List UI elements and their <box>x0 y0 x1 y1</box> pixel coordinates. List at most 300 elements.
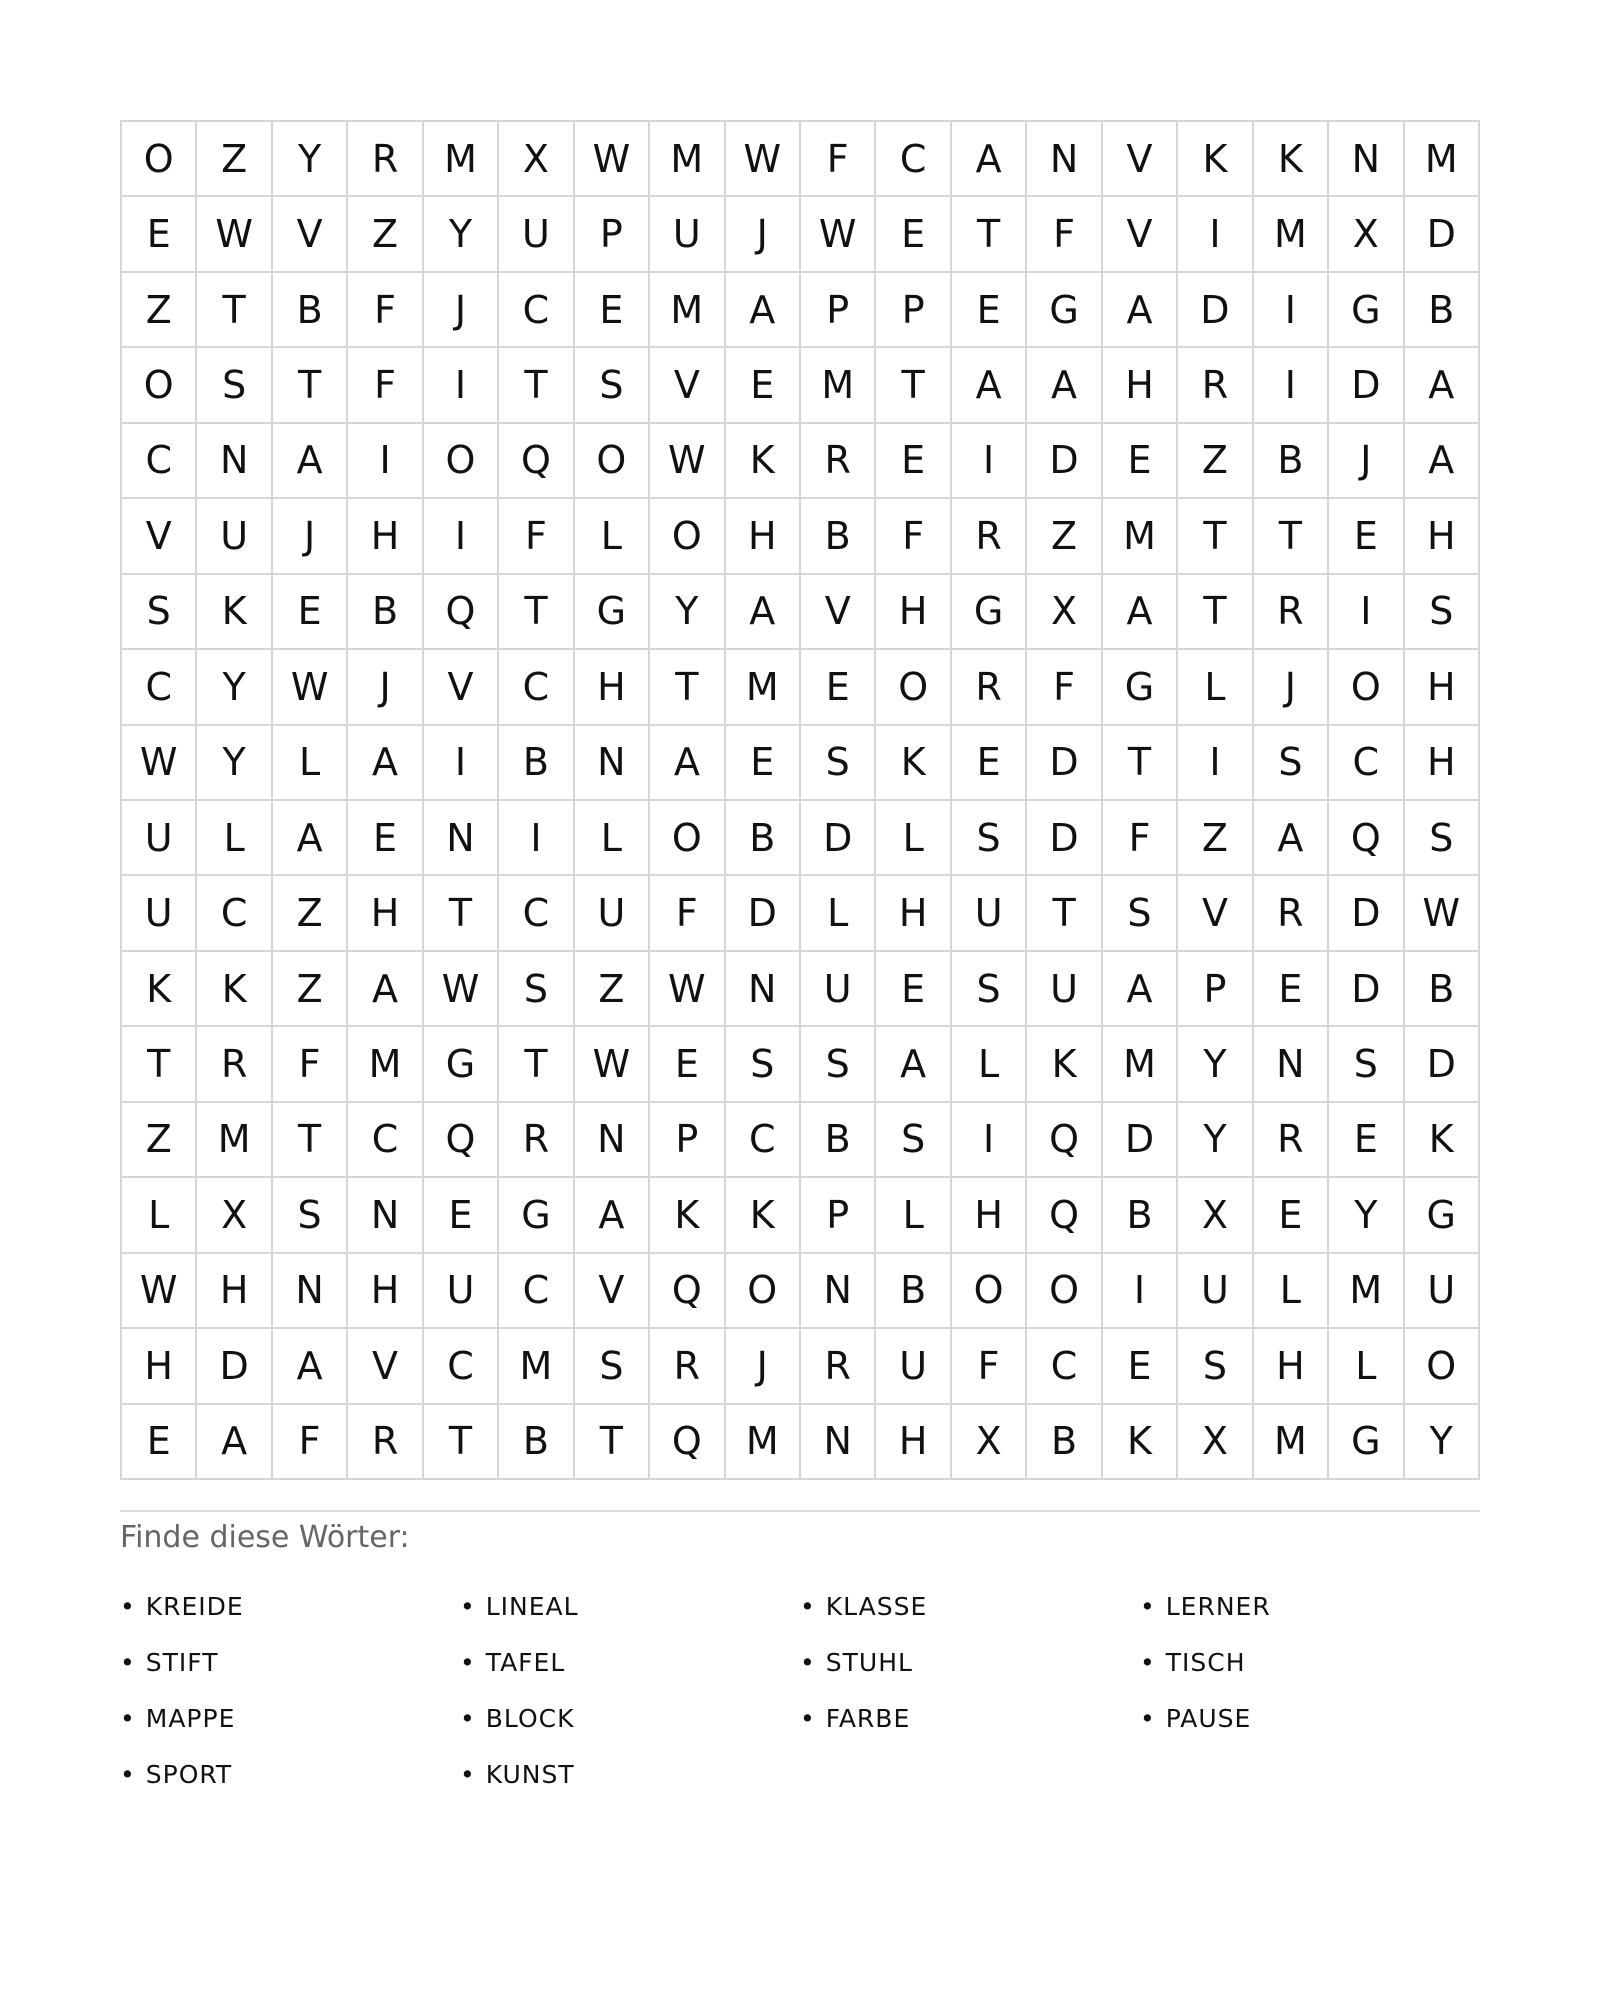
grid-cell[interactable]: V <box>575 1254 650 1329</box>
grid-cell[interactable]: I <box>1103 1254 1178 1329</box>
grid-cell[interactable]: T <box>575 1405 650 1480</box>
grid-cell[interactable]: N <box>197 424 272 499</box>
grid-cell[interactable]: M <box>650 122 725 197</box>
grid-cell[interactable]: E <box>424 1178 499 1253</box>
grid-cell[interactable]: M <box>348 1027 423 1102</box>
grid-cell[interactable]: W <box>801 197 876 272</box>
grid-cell[interactable]: K <box>876 726 951 801</box>
grid-cell[interactable]: P <box>1178 952 1253 1027</box>
grid-cell[interactable]: Y <box>1329 1178 1404 1253</box>
grid-cell[interactable]: M <box>197 1103 272 1178</box>
grid-cell[interactable]: E <box>726 726 801 801</box>
grid-cell[interactable]: M <box>1329 1254 1404 1329</box>
grid-cell[interactable]: T <box>499 575 574 650</box>
grid-cell[interactable]: O <box>122 122 197 197</box>
grid-cell[interactable]: D <box>197 1329 272 1404</box>
grid-cell[interactable]: X <box>1329 197 1404 272</box>
grid-cell[interactable]: A <box>348 726 423 801</box>
grid-cell[interactable]: I <box>1329 575 1404 650</box>
grid-cell[interactable]: O <box>952 1254 1027 1329</box>
grid-cell[interactable]: T <box>424 1405 499 1480</box>
grid-cell[interactable]: L <box>575 499 650 574</box>
grid-cell[interactable]: H <box>1405 726 1480 801</box>
grid-cell[interactable]: C <box>499 1254 574 1329</box>
grid-cell[interactable]: L <box>876 801 951 876</box>
grid-cell[interactable]: I <box>1178 726 1253 801</box>
grid-cell[interactable]: Y <box>1405 1405 1480 1480</box>
grid-cell[interactable]: W <box>726 122 801 197</box>
grid-cell[interactable]: S <box>1178 1329 1253 1404</box>
grid-cell[interactable]: D <box>1027 726 1102 801</box>
grid-cell[interactable]: D <box>726 876 801 951</box>
grid-cell[interactable]: F <box>348 348 423 423</box>
grid-cell[interactable]: Z <box>273 876 348 951</box>
grid-cell[interactable]: C <box>499 876 574 951</box>
grid-cell[interactable]: T <box>122 1027 197 1102</box>
grid-cell[interactable]: F <box>499 499 574 574</box>
grid-cell[interactable]: I <box>1254 348 1329 423</box>
grid-cell[interactable]: J <box>1254 650 1329 725</box>
grid-cell[interactable]: T <box>197 273 272 348</box>
grid-cell[interactable]: P <box>801 1178 876 1253</box>
grid-cell[interactable]: T <box>650 650 725 725</box>
grid-cell[interactable]: W <box>575 1027 650 1102</box>
grid-cell[interactable]: U <box>876 1329 951 1404</box>
grid-cell[interactable]: S <box>876 1103 951 1178</box>
grid-cell[interactable]: H <box>952 1178 1027 1253</box>
grid-cell[interactable]: B <box>1405 952 1480 1027</box>
grid-cell[interactable]: L <box>1178 650 1253 725</box>
grid-cell[interactable]: N <box>273 1254 348 1329</box>
grid-cell[interactable]: J <box>348 650 423 725</box>
grid-cell[interactable]: H <box>876 575 951 650</box>
grid-cell[interactable]: L <box>273 726 348 801</box>
grid-cell[interactable]: I <box>424 348 499 423</box>
grid-cell[interactable]: H <box>197 1254 272 1329</box>
grid-cell[interactable]: B <box>876 1254 951 1329</box>
grid-cell[interactable]: A <box>1103 952 1178 1027</box>
grid-cell[interactable]: B <box>801 1103 876 1178</box>
grid-cell[interactable]: G <box>499 1178 574 1253</box>
grid-cell[interactable]: E <box>801 650 876 725</box>
grid-cell[interactable]: I <box>952 424 1027 499</box>
grid-cell[interactable]: B <box>499 726 574 801</box>
grid-cell[interactable]: O <box>1405 1329 1480 1404</box>
grid-cell[interactable]: A <box>1103 575 1178 650</box>
grid-cell[interactable]: F <box>801 122 876 197</box>
grid-cell[interactable]: D <box>1405 1027 1480 1102</box>
grid-cell[interactable]: P <box>575 197 650 272</box>
grid-cell[interactable]: M <box>1103 1027 1178 1102</box>
grid-cell[interactable]: H <box>348 1254 423 1329</box>
grid-cell[interactable]: W <box>122 726 197 801</box>
grid-cell[interactable]: R <box>1254 876 1329 951</box>
grid-cell[interactable]: J <box>273 499 348 574</box>
grid-cell[interactable]: C <box>499 650 574 725</box>
grid-cell[interactable]: Q <box>650 1405 725 1480</box>
grid-cell[interactable]: E <box>1329 1103 1404 1178</box>
grid-cell[interactable]: V <box>801 575 876 650</box>
grid-cell[interactable]: F <box>1027 197 1102 272</box>
grid-cell[interactable]: Q <box>1027 1178 1102 1253</box>
grid-cell[interactable]: C <box>348 1103 423 1178</box>
grid-cell[interactable]: L <box>1329 1329 1404 1404</box>
grid-cell[interactable]: G <box>1027 273 1102 348</box>
grid-cell[interactable]: R <box>801 424 876 499</box>
grid-cell[interactable]: O <box>575 424 650 499</box>
grid-cell[interactable]: A <box>348 952 423 1027</box>
grid-cell[interactable]: R <box>1178 348 1253 423</box>
grid-cell[interactable]: I <box>952 1103 1027 1178</box>
grid-cell[interactable]: W <box>650 424 725 499</box>
grid-cell[interactable]: J <box>1329 424 1404 499</box>
grid-cell[interactable]: V <box>273 197 348 272</box>
grid-cell[interactable]: A <box>273 801 348 876</box>
grid-cell[interactable]: Z <box>575 952 650 1027</box>
grid-cell[interactable]: D <box>1178 273 1253 348</box>
grid-cell[interactable]: T <box>1178 575 1253 650</box>
grid-cell[interactable]: F <box>1103 801 1178 876</box>
grid-cell[interactable]: K <box>1254 122 1329 197</box>
grid-cell[interactable]: A <box>952 348 1027 423</box>
grid-cell[interactable]: E <box>1103 424 1178 499</box>
grid-cell[interactable]: B <box>726 801 801 876</box>
grid-cell[interactable]: I <box>1254 273 1329 348</box>
grid-cell[interactable]: W <box>197 197 272 272</box>
grid-cell[interactable]: U <box>122 876 197 951</box>
grid-cell[interactable]: T <box>952 197 1027 272</box>
grid-cell[interactable]: Y <box>424 197 499 272</box>
grid-cell[interactable]: S <box>575 348 650 423</box>
grid-cell[interactable]: Y <box>1178 1103 1253 1178</box>
grid-cell[interactable]: M <box>801 348 876 423</box>
grid-cell[interactable]: A <box>1027 348 1102 423</box>
grid-cell[interactable]: Z <box>197 122 272 197</box>
grid-cell[interactable]: C <box>424 1329 499 1404</box>
grid-cell[interactable]: Q <box>1027 1103 1102 1178</box>
grid-cell[interactable]: H <box>348 876 423 951</box>
grid-cell[interactable]: X <box>952 1405 1027 1480</box>
grid-cell[interactable]: O <box>876 650 951 725</box>
grid-cell[interactable]: D <box>1329 952 1404 1027</box>
grid-cell[interactable]: S <box>499 952 574 1027</box>
grid-cell[interactable]: M <box>499 1329 574 1404</box>
grid-cell[interactable]: V <box>1103 122 1178 197</box>
grid-cell[interactable]: E <box>273 575 348 650</box>
grid-cell[interactable]: A <box>197 1405 272 1480</box>
grid-cell[interactable]: T <box>1103 726 1178 801</box>
grid-cell[interactable]: C <box>876 122 951 197</box>
grid-cell[interactable]: R <box>650 1329 725 1404</box>
grid-cell[interactable]: T <box>876 348 951 423</box>
grid-cell[interactable]: O <box>726 1254 801 1329</box>
grid-cell[interactable]: W <box>122 1254 197 1329</box>
grid-cell[interactable]: K <box>122 952 197 1027</box>
grid-cell[interactable]: J <box>726 197 801 272</box>
grid-cell[interactable]: A <box>575 1178 650 1253</box>
grid-cell[interactable]: G <box>1103 650 1178 725</box>
grid-cell[interactable]: S <box>1405 801 1480 876</box>
grid-cell[interactable]: G <box>1329 273 1404 348</box>
grid-cell[interactable]: K <box>650 1178 725 1253</box>
grid-cell[interactable]: I <box>348 424 423 499</box>
grid-cell[interactable]: I <box>1178 197 1253 272</box>
grid-cell[interactable]: C <box>1329 726 1404 801</box>
grid-cell[interactable]: N <box>348 1178 423 1253</box>
grid-cell[interactable]: V <box>122 499 197 574</box>
grid-cell[interactable]: F <box>952 1329 1027 1404</box>
grid-cell[interactable]: A <box>1254 801 1329 876</box>
grid-cell[interactable]: B <box>273 273 348 348</box>
grid-cell[interactable]: O <box>1027 1254 1102 1329</box>
grid-cell[interactable]: D <box>1027 801 1102 876</box>
grid-cell[interactable]: H <box>1254 1329 1329 1404</box>
grid-cell[interactable]: U <box>499 197 574 272</box>
grid-cell[interactable]: S <box>952 952 1027 1027</box>
grid-cell[interactable]: M <box>726 650 801 725</box>
grid-cell[interactable]: X <box>1178 1405 1253 1480</box>
grid-cell[interactable]: S <box>801 1027 876 1102</box>
grid-cell[interactable]: S <box>1405 575 1480 650</box>
grid-cell[interactable]: F <box>273 1405 348 1480</box>
grid-cell[interactable]: R <box>499 1103 574 1178</box>
grid-cell[interactable]: E <box>1254 1178 1329 1253</box>
grid-cell[interactable]: R <box>952 499 1027 574</box>
grid-cell[interactable]: S <box>1254 726 1329 801</box>
grid-cell[interactable]: A <box>726 273 801 348</box>
grid-cell[interactable]: Y <box>650 575 725 650</box>
grid-cell[interactable]: E <box>575 273 650 348</box>
grid-cell[interactable]: N <box>801 1254 876 1329</box>
grid-cell[interactable]: Z <box>122 273 197 348</box>
grid-cell[interactable]: Y <box>197 726 272 801</box>
grid-cell[interactable]: A <box>650 726 725 801</box>
grid-cell[interactable]: V <box>348 1329 423 1404</box>
grid-cell[interactable]: F <box>1027 650 1102 725</box>
grid-cell[interactable]: W <box>650 952 725 1027</box>
grid-cell[interactable]: A <box>952 122 1027 197</box>
grid-cell[interactable]: D <box>801 801 876 876</box>
grid-cell[interactable]: F <box>273 1027 348 1102</box>
grid-cell[interactable]: S <box>273 1178 348 1253</box>
grid-cell[interactable]: S <box>801 726 876 801</box>
grid-cell[interactable]: U <box>1178 1254 1253 1329</box>
grid-cell[interactable]: F <box>348 273 423 348</box>
grid-cell[interactable]: R <box>1254 1103 1329 1178</box>
grid-cell[interactable]: B <box>499 1405 574 1480</box>
grid-cell[interactable]: H <box>726 499 801 574</box>
grid-cell[interactable]: V <box>1103 197 1178 272</box>
grid-cell[interactable]: G <box>1329 1405 1404 1480</box>
grid-cell[interactable]: U <box>424 1254 499 1329</box>
grid-cell[interactable]: U <box>952 876 1027 951</box>
grid-cell[interactable]: S <box>726 1027 801 1102</box>
grid-cell[interactable]: H <box>1405 650 1480 725</box>
grid-cell[interactable]: E <box>650 1027 725 1102</box>
grid-cell[interactable]: O <box>424 424 499 499</box>
grid-cell[interactable]: B <box>801 499 876 574</box>
grid-cell[interactable]: W <box>1405 876 1480 951</box>
grid-cell[interactable]: T <box>273 1103 348 1178</box>
grid-cell[interactable]: P <box>876 273 951 348</box>
grid-cell[interactable]: R <box>952 650 1027 725</box>
grid-cell[interactable]: T <box>424 876 499 951</box>
grid-cell[interactable]: S <box>122 575 197 650</box>
grid-cell[interactable]: O <box>650 801 725 876</box>
grid-cell[interactable]: J <box>726 1329 801 1404</box>
grid-cell[interactable]: X <box>1178 1178 1253 1253</box>
grid-cell[interactable]: N <box>1254 1027 1329 1102</box>
grid-cell[interactable]: K <box>1103 1405 1178 1480</box>
grid-cell[interactable]: E <box>122 197 197 272</box>
grid-cell[interactable]: V <box>424 650 499 725</box>
grid-cell[interactable]: E <box>1329 499 1404 574</box>
grid-cell[interactable]: J <box>424 273 499 348</box>
grid-cell[interactable]: T <box>1027 876 1102 951</box>
grid-cell[interactable]: R <box>801 1329 876 1404</box>
grid-cell[interactable]: U <box>197 499 272 574</box>
grid-cell[interactable]: H <box>1103 348 1178 423</box>
grid-cell[interactable]: T <box>1254 499 1329 574</box>
grid-cell[interactable]: M <box>424 122 499 197</box>
grid-cell[interactable]: A <box>273 424 348 499</box>
grid-cell[interactable]: T <box>1178 499 1253 574</box>
grid-cell[interactable]: L <box>575 801 650 876</box>
grid-cell[interactable]: K <box>1405 1103 1480 1178</box>
grid-cell[interactable]: U <box>122 801 197 876</box>
grid-cell[interactable]: C <box>1027 1329 1102 1404</box>
grid-cell[interactable]: V <box>650 348 725 423</box>
grid-cell[interactable]: B <box>1103 1178 1178 1253</box>
grid-cell[interactable]: H <box>876 1405 951 1480</box>
grid-cell[interactable]: X <box>499 122 574 197</box>
grid-cell[interactable]: E <box>876 197 951 272</box>
grid-cell[interactable]: N <box>801 1405 876 1480</box>
grid-cell[interactable]: E <box>122 1405 197 1480</box>
grid-cell[interactable]: Q <box>424 1103 499 1178</box>
grid-cell[interactable]: U <box>575 876 650 951</box>
grid-cell[interactable]: E <box>348 801 423 876</box>
grid-cell[interactable]: S <box>952 801 1027 876</box>
grid-cell[interactable]: E <box>1254 952 1329 1027</box>
grid-cell[interactable]: V <box>1178 876 1253 951</box>
grid-cell[interactable]: R <box>1254 575 1329 650</box>
grid-cell[interactable]: S <box>575 1329 650 1404</box>
grid-cell[interactable]: H <box>1405 499 1480 574</box>
grid-cell[interactable]: Z <box>1178 424 1253 499</box>
grid-cell[interactable]: I <box>424 726 499 801</box>
grid-cell[interactable]: M <box>1405 122 1480 197</box>
grid-cell[interactable]: M <box>1254 1405 1329 1480</box>
grid-cell[interactable]: Q <box>424 575 499 650</box>
grid-cell[interactable]: N <box>1329 122 1404 197</box>
grid-cell[interactable]: Z <box>348 197 423 272</box>
grid-cell[interactable]: K <box>726 1178 801 1253</box>
grid-cell[interactable]: K <box>1027 1027 1102 1102</box>
grid-cell[interactable]: S <box>197 348 272 423</box>
grid-cell[interactable]: S <box>1329 1027 1404 1102</box>
grid-cell[interactable]: M <box>726 1405 801 1480</box>
grid-cell[interactable]: T <box>499 1027 574 1102</box>
grid-cell[interactable]: R <box>348 1405 423 1480</box>
grid-cell[interactable]: W <box>575 122 650 197</box>
grid-cell[interactable]: B <box>348 575 423 650</box>
grid-cell[interactable]: M <box>1103 499 1178 574</box>
grid-cell[interactable]: A <box>273 1329 348 1404</box>
grid-cell[interactable]: N <box>575 726 650 801</box>
grid-cell[interactable]: D <box>1405 197 1480 272</box>
grid-cell[interactable]: Z <box>273 952 348 1027</box>
grid-cell[interactable]: I <box>499 801 574 876</box>
grid-cell[interactable]: A <box>1103 273 1178 348</box>
grid-cell[interactable]: M <box>1254 197 1329 272</box>
grid-cell[interactable]: A <box>726 575 801 650</box>
grid-cell[interactable]: L <box>197 801 272 876</box>
grid-cell[interactable]: E <box>726 348 801 423</box>
grid-cell[interactable]: C <box>122 650 197 725</box>
grid-cell[interactable]: B <box>1405 273 1480 348</box>
grid-cell[interactable]: E <box>952 726 1027 801</box>
grid-cell[interactable]: D <box>1027 424 1102 499</box>
grid-cell[interactable]: W <box>424 952 499 1027</box>
grid-cell[interactable]: K <box>197 952 272 1027</box>
grid-cell[interactable]: U <box>650 197 725 272</box>
grid-cell[interactable]: Q <box>650 1254 725 1329</box>
grid-cell[interactable]: K <box>1178 122 1253 197</box>
grid-cell[interactable]: N <box>1027 122 1102 197</box>
grid-cell[interactable]: C <box>122 424 197 499</box>
grid-cell[interactable]: U <box>1027 952 1102 1027</box>
grid-cell[interactable]: L <box>1254 1254 1329 1329</box>
grid-cell[interactable]: E <box>876 424 951 499</box>
grid-cell[interactable]: L <box>952 1027 1027 1102</box>
grid-cell[interactable]: P <box>650 1103 725 1178</box>
grid-cell[interactable]: O <box>122 348 197 423</box>
grid-cell[interactable]: B <box>1254 424 1329 499</box>
grid-cell[interactable]: Z <box>1027 499 1102 574</box>
grid-cell[interactable]: I <box>424 499 499 574</box>
grid-cell[interactable]: Q <box>499 424 574 499</box>
grid-cell[interactable]: S <box>1103 876 1178 951</box>
grid-cell[interactable]: U <box>1405 1254 1480 1329</box>
grid-cell[interactable]: G <box>1405 1178 1480 1253</box>
grid-cell[interactable]: O <box>650 499 725 574</box>
grid-cell[interactable]: Y <box>273 122 348 197</box>
grid-cell[interactable]: Y <box>197 650 272 725</box>
grid-cell[interactable]: H <box>876 876 951 951</box>
grid-cell[interactable]: A <box>876 1027 951 1102</box>
grid-cell[interactable]: U <box>801 952 876 1027</box>
grid-cell[interactable]: X <box>1027 575 1102 650</box>
grid-cell[interactable]: Y <box>1178 1027 1253 1102</box>
grid-cell[interactable]: O <box>1329 650 1404 725</box>
grid-cell[interactable]: A <box>1405 348 1480 423</box>
grid-cell[interactable]: R <box>348 122 423 197</box>
grid-cell[interactable]: L <box>801 876 876 951</box>
grid-cell[interactable]: F <box>876 499 951 574</box>
grid-cell[interactable]: G <box>575 575 650 650</box>
grid-cell[interactable]: M <box>650 273 725 348</box>
grid-cell[interactable]: E <box>1103 1329 1178 1404</box>
grid-cell[interactable]: D <box>1103 1103 1178 1178</box>
grid-cell[interactable]: D <box>1329 348 1404 423</box>
grid-cell[interactable]: W <box>273 650 348 725</box>
grid-cell[interactable]: E <box>952 273 1027 348</box>
grid-cell[interactable]: K <box>726 424 801 499</box>
grid-cell[interactable]: T <box>499 348 574 423</box>
grid-cell[interactable]: G <box>424 1027 499 1102</box>
grid-cell[interactable]: K <box>197 575 272 650</box>
